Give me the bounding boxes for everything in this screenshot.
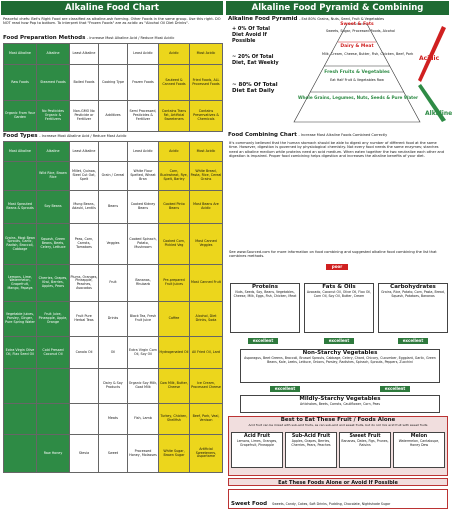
prep-heading-text: Food Preparation Methods bbox=[3, 35, 86, 41]
cell: Cooked Pinto Beans bbox=[159, 191, 190, 224]
cell: All Fried Oil, Lard bbox=[190, 337, 223, 369]
cell: Frozen Foods bbox=[128, 65, 159, 101]
combining-heading bbox=[228, 132, 448, 139]
side-alkaline: Alkaline bbox=[425, 110, 452, 117]
tier-fruits: Fresh Fruits & Vegetables bbox=[324, 70, 390, 75]
combining-text: It's commonly believed that the human stomach should be able to digest any number of different food at the same time. However, digestion is governed by physiological chemistry. Not every food needs the same enzymes; starches need an alkaline medium while proteins need an acid medium. When eaten together the two neutralize each other and digestion is impaired. Proper food combining helps digestion and increases the alkaline benefits of your diet. bbox=[229, 141, 445, 158]
tier-sweet: Sweet & Fats bbox=[340, 22, 374, 27]
cell: No Pesticides Organic & Fertilizers bbox=[37, 101, 70, 132]
prep-h-5: Acidic bbox=[159, 44, 190, 65]
cell: Veggies bbox=[99, 224, 128, 265]
cell: Extra Virgin Corn Oil, Soy Oil bbox=[128, 337, 159, 369]
prep-heading-note: - Increase Most Alkaline Acid / Reduce Most Acidic bbox=[86, 36, 175, 40]
cell: Cherries, Grapes, Kiwi, Berries, Apples, Pears bbox=[37, 265, 70, 302]
cell: Stevia bbox=[70, 435, 99, 473]
cell: Contains Preservatives & Chemicals bbox=[190, 101, 223, 132]
cell bbox=[4, 162, 37, 191]
combining-heading-note: - Increase Most Alkaline Foods Combined Correctly bbox=[298, 133, 388, 137]
fruit-boxes bbox=[229, 431, 447, 469]
cell: Cooked Kidney Beans bbox=[128, 191, 159, 224]
cell: Most Canned Veggies bbox=[190, 224, 223, 265]
cell: Cooking Type bbox=[99, 65, 128, 101]
fats-title: Fats & Oils bbox=[322, 284, 356, 290]
sweet-fruit-title: Sweet Fruit bbox=[349, 434, 381, 439]
carbs-title: Carbohydrates bbox=[390, 284, 436, 290]
cell: Cooked Corn, Pickled Veg bbox=[159, 224, 190, 265]
cell: Extra Virgin Olive Oil, Flax Seed Oil bbox=[4, 337, 37, 369]
pct-daily: ~ 80% Of Total Diet Eat Daily bbox=[232, 82, 278, 94]
prep-h-4: Least Acidic bbox=[128, 44, 159, 65]
cell: Coffee bbox=[159, 302, 190, 337]
cell: Vegetable Juices, Parsley, Ginger, Pure Spring Water bbox=[4, 302, 37, 337]
prep-table bbox=[3, 43, 223, 132]
table-row bbox=[4, 162, 223, 191]
cell: Corn, Buckwheat, Rye, Spelt, Barley bbox=[159, 162, 190, 191]
table-row bbox=[4, 65, 223, 101]
types-h-0: Most Alkaline bbox=[4, 142, 37, 162]
cell: Processed Honey, Molasses bbox=[128, 435, 159, 473]
acid-fruit-box bbox=[231, 432, 283, 468]
cell: Sweet bbox=[99, 435, 128, 473]
prep-h-3 bbox=[99, 44, 128, 65]
tier-sweet-desc: Sweets, Sugar, Processed Foods, Alcohol bbox=[326, 29, 396, 33]
proteins-text: Nuts, Seeds, Soy, Beans, Vegetables, Cheese, Milk, Eggs, Fish, Chicken, Meat bbox=[233, 290, 297, 298]
types-h-5: Acidic bbox=[159, 142, 190, 162]
table-row bbox=[4, 337, 223, 369]
left-title: Alkaline Food Chart bbox=[1, 1, 223, 15]
cell: Non-GMO No Pesticide or Fertilizer bbox=[70, 101, 99, 132]
cell: Additives bbox=[99, 101, 128, 132]
excellent-label: excellent bbox=[380, 386, 410, 392]
mildly-title: Mildly-Starchy Vegetables bbox=[299, 396, 381, 402]
prep-h-0: Most Alkaline bbox=[4, 44, 37, 65]
cell: Fried Foods, ALL Processed Foods bbox=[190, 65, 223, 101]
cell: Alcohol, Diet Drinks, Soda bbox=[190, 302, 223, 337]
cell: Sauteed & Canned Foods bbox=[159, 65, 190, 101]
cell: Boiled Foods bbox=[70, 65, 99, 101]
tier-dairy: Dairy & Meat bbox=[340, 44, 374, 49]
excellent-label: excellent bbox=[248, 338, 278, 344]
cell: Artificial Sweeteners, Aspartame bbox=[190, 435, 223, 473]
cell bbox=[4, 369, 37, 404]
types-h-3 bbox=[99, 142, 128, 162]
cell bbox=[37, 404, 70, 435]
excellent-label: excellent bbox=[324, 338, 354, 344]
table-row bbox=[4, 191, 223, 224]
right-title: Alkaline Food Pyramid & Combining bbox=[226, 1, 449, 15]
pyramid-heading-text: Alkaline Food Pyramid bbox=[228, 16, 298, 22]
melon-box bbox=[393, 432, 445, 468]
cell: Lemons, Lime, Watermelon, Grapefruit, Mango, Papaya bbox=[4, 265, 37, 302]
cell: Millet, Quinoa, Steel Cut Oat, Spelt bbox=[70, 162, 99, 191]
combining-heading-text: Food Combining Chart bbox=[228, 132, 297, 138]
cell: Cow Milk, Butter, Cheese bbox=[159, 369, 190, 404]
cell: Fruit Juice, Pineapple, Apple, Orange bbox=[37, 302, 70, 337]
mildly-text: Artichokes, Beets, Carrots, Cauliflower, Corn, Peas bbox=[299, 402, 381, 406]
table-row bbox=[4, 302, 223, 337]
types-table bbox=[3, 141, 223, 162]
sweet-food-text: Sweets, Candy, Cakes, Soft Drinks, Pudding, Chocolate, Nightshade Sugar bbox=[272, 502, 391, 506]
sweet-fruit-box bbox=[339, 432, 391, 468]
cell: Fruit bbox=[99, 265, 128, 302]
cell: Steamed Foods bbox=[37, 65, 70, 101]
table-row bbox=[4, 369, 223, 404]
table-row bbox=[4, 435, 223, 473]
cell: Grain / Cereal bbox=[99, 162, 128, 191]
cell: White Bread, Pasta, Rice, Cereal Grains bbox=[190, 162, 223, 191]
melon-text: Watermelon, Cantaloupe, Honey Dew bbox=[398, 439, 440, 447]
cell: Wild Rice, Brown Rice bbox=[37, 162, 70, 191]
cell: Cold Pressed Coconut Oil bbox=[37, 337, 70, 369]
types-h-1: Alkaline bbox=[37, 142, 70, 162]
tier-grains: Whole Grains, Legumes, Nuts, Seeds & Pure Water bbox=[297, 95, 419, 100]
cell: Contains Trans Fat, Artificial Sweeteners bbox=[159, 101, 190, 132]
types-heading-note: - Increase Most Alkaline Acid / Reduce Most Acidic bbox=[39, 134, 127, 138]
cell: Drinks bbox=[99, 302, 128, 337]
table-row bbox=[4, 265, 223, 302]
eat-alone-banner: Eat These Foods Alone or Avoid If Possible bbox=[228, 478, 448, 486]
cell: Mung Beans, Adzuki, Lentils bbox=[70, 191, 99, 224]
cell: Pre-prepared Fruit Juices bbox=[159, 265, 190, 302]
subacid-fruit-text: Apples, Grapes, Berries, Cherries, Pears, Peaches bbox=[291, 439, 331, 447]
cell: Plums, Oranges, Pineapple, Peaches, Avocados bbox=[70, 265, 99, 302]
cell bbox=[4, 435, 37, 473]
table-row bbox=[4, 101, 223, 132]
cell: Beans bbox=[99, 191, 128, 224]
cell: Organic From Your Garden bbox=[4, 101, 37, 132]
cell bbox=[70, 369, 99, 404]
poor-top: poor bbox=[326, 264, 348, 270]
combining-more: See www.Sourced.com for more information on food combining and suggested alkaline food combining the list that combines methods. bbox=[229, 250, 437, 259]
cell bbox=[70, 404, 99, 435]
cell: Fruit Pure Herbal Teas bbox=[70, 302, 99, 337]
cell: Fish, Lamb bbox=[128, 404, 159, 435]
best-fruit-note: Acid fruit can be mixed with sub-acid fruits, as can sub-acid and sweet fruits, but do not mix acid fruit with sweet fruits bbox=[248, 423, 428, 427]
prep-h-2: Least Alkaline bbox=[70, 44, 99, 65]
sweet-food-box bbox=[228, 489, 448, 509]
melon-title: Melon bbox=[410, 434, 428, 439]
types-heading-text: Food Types bbox=[3, 133, 38, 139]
types-table-body bbox=[3, 161, 223, 473]
cell: Meats bbox=[99, 404, 128, 435]
prep-heading bbox=[3, 35, 223, 42]
cell: Ice Cream, Processed Cheese bbox=[190, 369, 223, 404]
table-row bbox=[4, 404, 223, 435]
cell: Bananas, Rhubarb bbox=[128, 265, 159, 302]
cell: Most Canned Fruit bbox=[190, 265, 223, 302]
tier-dairy-desc: Milk, Cream, Cheese, Butter, Fish, Chicken, Beef, Pork bbox=[322, 52, 414, 56]
cell: Squash, Green Beans, Beets, Celery, Lettuce bbox=[37, 224, 70, 265]
cell: Black Tea, Fresh Fruit Juice bbox=[128, 302, 159, 337]
carbs-text: Grains, Rice, Potato, Corn, Pasta, Bread, Squash, Potatoes, Bananas bbox=[381, 290, 445, 298]
sweet-fruit-text: Bananas, Dates, Figs, Prunes, Raisins bbox=[341, 439, 389, 447]
cell: White Sugar, Brown Sugar bbox=[159, 435, 190, 473]
nonstarchy-box bbox=[240, 349, 440, 383]
excellent-label: excellent bbox=[270, 386, 300, 392]
cell: Semi Processed, Pesticides & Fertilizer bbox=[128, 101, 159, 132]
cell: White Flour Spelted, Wheat Bran bbox=[128, 162, 159, 191]
nonstarchy-text: Asparagus, Beet Greens, Broccoli, Brussel Sprouts, Cabbage, Celery, Chard, Chicory, Cucumber, Eggplant, Garlic, Green Beans, Kale, Leeks, Lettuce, Onions, Parsley, Radishes, Spinach, Sprouts, Peppers, Zucchini bbox=[244, 356, 436, 364]
cell: Raw Honey bbox=[37, 435, 70, 473]
subacid-fruit-title: Sub-Acid Fruit bbox=[291, 434, 331, 439]
table-row bbox=[4, 224, 223, 265]
cell: Hydrogenated Oil bbox=[159, 337, 190, 369]
prep-h-1: Alkaline bbox=[37, 44, 70, 65]
excellent-label: excellent bbox=[398, 338, 428, 344]
acid-arrow bbox=[418, 26, 446, 82]
cell bbox=[4, 404, 37, 435]
pct-avoid: + 0% Of Total Diet Avoid If Possible bbox=[232, 26, 270, 44]
fats-box bbox=[304, 283, 374, 333]
cell bbox=[37, 369, 70, 404]
tier-fruits-desc: Eat Half Fruit & Vegetables Raw bbox=[330, 78, 384, 82]
acid-fruit-title: Acid Fruit bbox=[244, 434, 270, 439]
pct-weekly: ~ 20% Of Total Diet, Eat Weekly bbox=[232, 54, 279, 66]
carbs-box bbox=[378, 283, 448, 333]
left-intro: Peaceful chefs: Bet's Right Food are classified as alkaline-ash forming. Other Foods in the same group. Use this right. DO NOT read how Pop to bottom. To interpret that "Frozen Foods" are as acidic as "Alcohol Oil Diet Drinks". bbox=[3, 17, 221, 26]
fruit-alone-panel bbox=[228, 416, 448, 476]
sweet-food-title: Sweet Food bbox=[231, 501, 268, 507]
nonstarchy-title: Non-Starchy Vegetables bbox=[302, 350, 378, 356]
cell: Grains, Most Bean Sprouts, Garlic, Radish, Broccoli, Cabbage bbox=[4, 224, 37, 265]
cell: Oil bbox=[99, 337, 128, 369]
pyramid-heading-note: - Eat 80% Grains, Nuts, Seed, Fruit & Vegetables bbox=[299, 17, 385, 21]
cell: Dairy & Soy Products bbox=[99, 369, 128, 404]
cell: Canola Oil bbox=[70, 337, 99, 369]
types-h-6: Most Acidic bbox=[190, 142, 223, 162]
proteins-title: Proteins bbox=[252, 284, 278, 290]
cell: Turkey, Chicken, Shellfish bbox=[159, 404, 190, 435]
types-h-4: Least Acidic bbox=[128, 142, 159, 162]
fats-text: Avocado, Coconut Oil, Olive Oil, Flax Oil, Corn Oil, Soy Oil, Butter, Cream bbox=[306, 290, 372, 298]
types-heading bbox=[3, 133, 223, 140]
side-acidic: Acidic bbox=[419, 55, 440, 62]
cell: Cooked Spinach, Potato, Mushroom bbox=[128, 224, 159, 265]
acid-fruit-text: Lemons, Limes, Oranges, Grapefruit, Pineapple bbox=[236, 439, 278, 447]
cell: Peas, Corn, Carrots, Tomatoes bbox=[70, 224, 99, 265]
best-fruit-title: Best to Eat These Fruit / Foods Alone bbox=[280, 417, 396, 423]
types-h-2: Least Alkaline bbox=[70, 142, 99, 162]
mildly-box bbox=[240, 395, 440, 413]
cell: Raw Foods bbox=[4, 65, 37, 101]
cell: Beef, Pork, Veal, Venison bbox=[190, 404, 223, 435]
cell: Most Beans Are Acidic bbox=[190, 191, 223, 224]
cell: Soy Beans bbox=[37, 191, 70, 224]
cell: Most Sprouted Beans & Sprouts bbox=[4, 191, 37, 224]
cell: Organic Soy Milk, Goat Milk bbox=[128, 369, 159, 404]
subacid-fruit-box bbox=[285, 432, 337, 468]
prep-h-6: Most Acidic bbox=[190, 44, 223, 65]
proteins-box bbox=[230, 283, 300, 333]
